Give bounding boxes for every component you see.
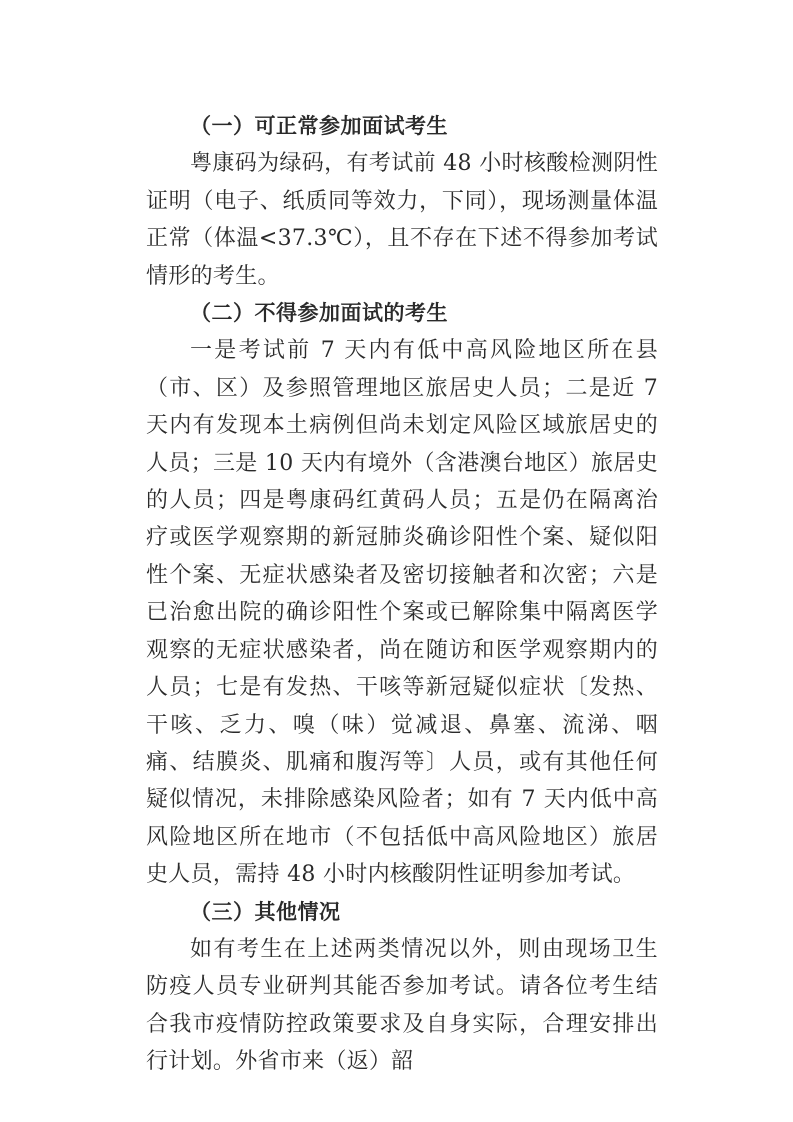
section-heading-1: （一）可正常参加面试考生 bbox=[190, 114, 448, 138]
section-heading-3: （三）其他情况 bbox=[190, 899, 341, 924]
document-body bbox=[146, 108, 658, 1081]
section-body-3: 如有考生在上述两类情况以外，则由现场卫生防疫人员专业研判其能否参加考试。请各位考生结合我市疫情防控政策要求及自身实际，合理安排出行计划。外省市来（返）韶 bbox=[146, 936, 658, 1075]
section-body-1: 粤康码为绿码，有考试前 48 小时核酸检测阴性证明（电子、纸质同等效力，下同），现场测量体温正常（体温<37.3℃），且不存在下述不得参加考试情形的考生。 bbox=[146, 151, 658, 289]
section-body-2: 一是考试前 7 天内有低中高风险地区所在县（市、区）及参照管理地区旅居史人员；二是近 7 天内有发现本土病例但尚未划定风险区域旅居史的人员；三是 10 天内有境外（含港澳台地区）旅居史的人员；四是粤康码红黄码人员；五是仍在隔离治疗或医学观察期的新冠肺炎确诊阳性个案、疑似阳性个案、无症状感染者及密切接触者和次密；六是已治愈出院的确诊阳性个案或已解除集中隔离医学观察的无症状感染者，尚在随访和医学观察期内的人员；七是有发热、干咳等新冠疑似症状〔发热、干咳、乏力、嗅（味）觉减退、鼻塞、流涕、咽痛、结膜炎、肌痛和腹泻等〕人员，或有其他任何疑似情况，未排除感染风险者；如有 7 天内低中高风险地区所在地市（不包括低中高风险地区）旅居史人员，需持 48 小时内核酸阴性证明参加考试。 bbox=[146, 338, 658, 888]
section-heading-2: （二）不得参加面试的考生 bbox=[190, 301, 448, 326]
